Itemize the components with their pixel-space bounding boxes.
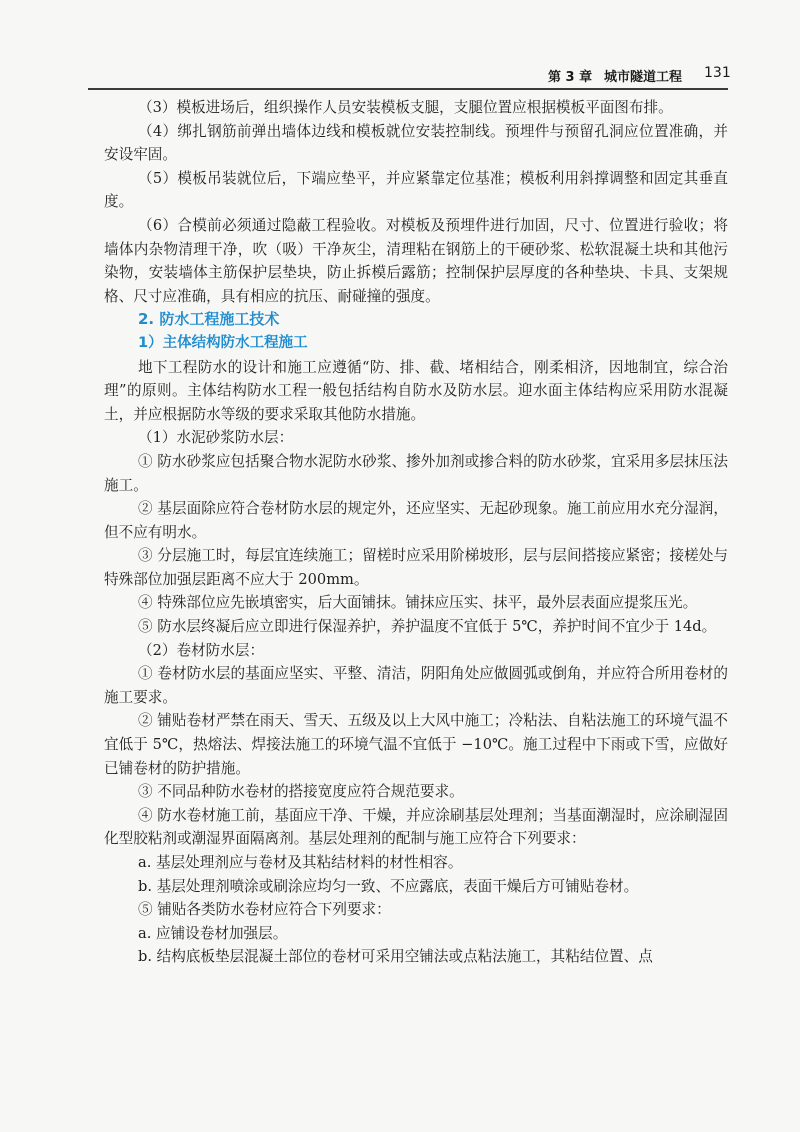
running-header bbox=[548, 62, 731, 86]
list-item: ③ 分层施工时，每层宜连续施工；留槎时应采用阶梯坡形，层与层间搭接应紧密；接槎处与特殊部位加强层距离不应大于 200mm。 bbox=[104, 547, 728, 588]
list-item: ① 卷材防水层的基面应坚实、平整、清洁，阴阳角处应做圆弧或倒角，并应符合所用卷材的施工要求。 bbox=[104, 665, 728, 706]
paragraph-item-6: （6）合模前必须通过隐蔽工程验收。对模板及预埋件进行加固，尺寸、位置进行验收；将墙体内杂物清理干净，吹（吸）干净灰尘，清理粘在钢筋上的干硬砂浆、松软混凝土块和其他污染物，安装墙体主筋保护层垫块，防止拆模后露筋；控制保护层厚度的各种垫块、卡具、支架规格、尺寸应准确，具有相应的抗压、耐碰撞的强度。 bbox=[104, 216, 728, 305]
paragraph-item-4: （4）绑扎钢筋前弹出墙体边线和模板就位安装控制线。预埋件与预留孔洞应位置准确，并安设牢固。 bbox=[104, 122, 728, 164]
paragraph-item-3: （3）模板进场后，组织操作人员安装模板支腿，支腿位置应根据模板平面图布排。 bbox=[138, 99, 673, 116]
list-heading-mortar: （1）水泥砂浆防水层： bbox=[138, 429, 294, 447]
chapter-number: 第 3 章 bbox=[548, 70, 593, 85]
list-item: ④ 防水卷材施工前，基面应干净、干燥，并应涂刷基层处理剂；当基面潮湿时，应涂刷湿固化型胶粘剂或潮湿界面隔离剂。基层处理剂的配制与施工应符合下列要求： bbox=[104, 806, 728, 848]
header-rule bbox=[88, 88, 728, 90]
list-item: ① 防水砂浆应包括聚合物水泥防水砂浆、掺外加剂或掺合料的防水砂浆，宜采用多层抹压法施工。 bbox=[104, 452, 728, 494]
sub-list-item: b. 结构底板垫层混凝土部位的卷材可采用空铺法或点粘法施工，其粘结位置、点 bbox=[138, 948, 653, 966]
page-number: 131 bbox=[704, 65, 731, 81]
list-item: ③ 不同品种防水卷材的搭接宽度应符合规范要求。 bbox=[138, 783, 464, 801]
sub-list-item: b. 基层处理剂喷涂或刷涂应均匀一致、不应露底，表面干燥后方可铺贴卷材。 bbox=[138, 877, 639, 895]
subsection-heading: 1）主体结构防水工程施工 bbox=[138, 334, 308, 351]
list-heading-membrane: （2）卷材防水层： bbox=[138, 641, 265, 659]
paragraph-item-5: （5）模板吊装就位后，下端应垫平，并应紧靠定位基准；模板利用斜撑调整和固定其垂直度。 bbox=[104, 169, 728, 211]
list-item: ② 铺贴卷材严禁在雨天、雪天、五级及以上大风中施工；冷粘法、自粘法施工的环境气温不宜低于 5℃，热熔法、焊接法施工的环境气温不宜低于 −10℃。施工过程中下雨或下雪，应做好已铺卷材的防护措施。 bbox=[104, 712, 728, 777]
list-item: ④ 特殊部位应先嵌填密实，后大面铺抹。铺抹应压实、抹平，最外层表面应提浆压光。 bbox=[138, 594, 698, 612]
intro-paragraph: 地下工程防水的设计和施工应遵循“防、排、截、堵相结合，刚柔相济，因地制宜，综合治理”的原则。主体结构防水工程一般包括结构自防水及防水层。迎水面主体结构应采用防水混凝土，并应根据防水等级的要求采取其他防水措施。 bbox=[104, 358, 728, 423]
sub-list-item: a. 基层处理剂应与卷材及其粘结材料的材性相容。 bbox=[138, 854, 463, 871]
list-item: ⑤ 铺贴各类防水卷材应符合下列要求： bbox=[138, 901, 391, 919]
list-item: ② 基层面除应符合卷材防水层的规定外，还应坚实、无起砂现象。施工前应用水充分湿润，但不应有明水。 bbox=[104, 500, 728, 541]
chapter-title: 城市隧道工程 bbox=[604, 70, 683, 85]
sub-list-item: a. 应铺设卷材加强层。 bbox=[138, 924, 288, 942]
list-item: ⑤ 防水层终凝后应立即进行保湿养护，养护温度不宜低于 5℃，养护时间不宜少于 14d。 bbox=[138, 618, 717, 636]
section-heading: 2. 防水工程施工技术 bbox=[138, 310, 280, 329]
page-body bbox=[104, 96, 728, 969]
